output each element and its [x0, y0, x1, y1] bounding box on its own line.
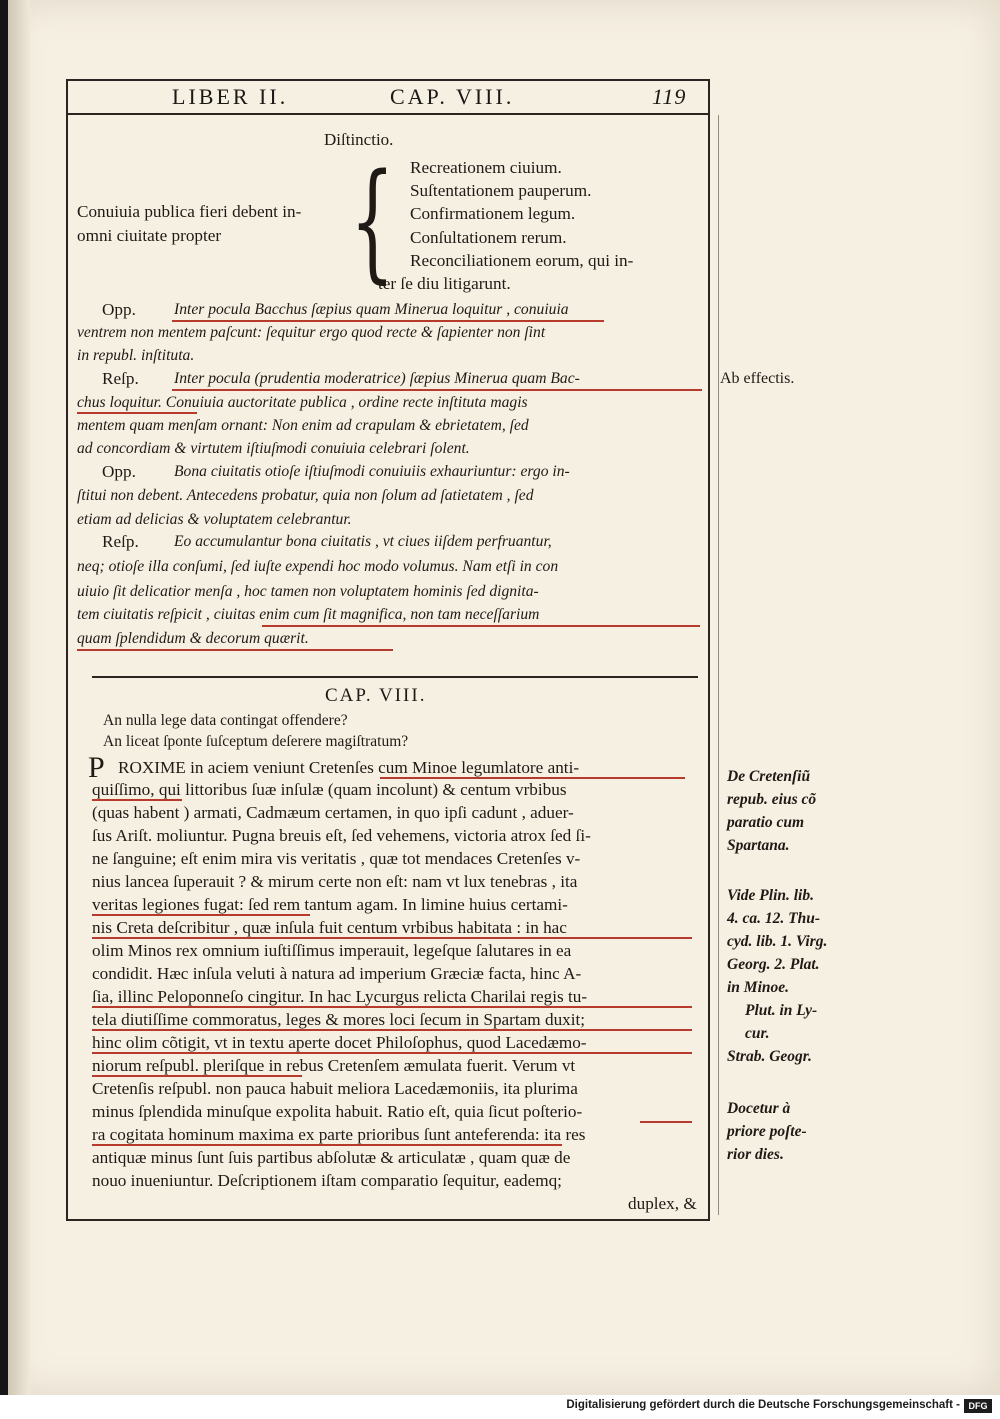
chapter-line: antiquæ minus ſunt ſuis partibus abſolutæ & articulatæ , quam quæ de [92, 1148, 571, 1167]
chapter-line: ſia, illinc Peloponneſo cingitur. In hac Lycurgus relicta Charilai regis tu- [92, 987, 588, 1006]
handwritten-underline [92, 1144, 562, 1146]
distinctio-brace: { [350, 147, 395, 296]
chapter-question: An nulla lege data contingat offendere? [103, 712, 348, 729]
footer-credit: Digitalisierung gefördert durch die Deutsche Forschungsgemeinschaft - [566, 1399, 960, 1411]
margin-note-ab-effectis: Ab effectis. [720, 370, 795, 387]
chapter-line: Cretenſis reſpubl. non pauca habuit meliora Lacedæmoniis, ita plurima [92, 1079, 578, 1098]
handwritten-underline [92, 1052, 692, 1054]
handwritten-underline [92, 1006, 692, 1008]
margin-note-line: paratio cum [727, 814, 805, 831]
disputation-label: Opp. [102, 300, 136, 319]
disputation-line: tem ciuitatis reſpicit , ciuitas enim cum ſit magnifica, non tam neceſſarium [77, 606, 540, 623]
disputation-line: ſtitui non debent. Antecedens probatur, quia non ſolum ad ſatietatem , ſed [77, 487, 534, 504]
page-number: 119 [652, 84, 687, 109]
margin-note-line: Georg. 2. Plat. [727, 956, 820, 973]
chapter-line: minus ſplendida minuſque expolita habuit. Ratio eſt, quia ſicut poſterio- [92, 1102, 583, 1121]
margin-note-line: in Minoe. [727, 979, 790, 996]
disputation-line: uiuio ſit delicatior menſa , hoc tamen non voluptatem hominis ſed dignita- [77, 583, 539, 600]
chapter-line: ROXIME in aciem veniunt Cretenſes cum Minoe legumlatore anti- [118, 758, 580, 777]
margin-note-line: priore poſte- [727, 1123, 807, 1140]
chapter-line: ſus Ariſt. moliuntur. Pugna breuis eſt, ſed vehemens, victoria atrox ſed ſi- [92, 826, 591, 845]
top-rule [66, 79, 710, 81]
distinctio-item: Recreationem ciuium. [410, 158, 562, 177]
disputation-line: Eo accumulantur bona ciuitatis , vt ciues iiſdem perfruantur, [174, 533, 552, 550]
header-rule [66, 113, 710, 115]
disputation-line: chus loquitur. Conuiuia auctoritate publica , ordine recte inſtituta magis [77, 394, 528, 411]
margin-note-line: Spartana. [727, 837, 790, 854]
chapter-line: hinc olim cõtigit, vt in textu aperte docet Philoſophus, quod Lacedæmo- [92, 1033, 587, 1052]
chapter-line: condidit. Hæc inſula veluti à natura ad imperium Græciæ facta, hinc A- [92, 964, 582, 983]
handwritten-underline [92, 1029, 692, 1031]
disputation-line: Inter pocula Bacchus ſæpius quam Minerua loquitur , conuiuia [174, 301, 569, 318]
margin-note-line: Plut. in Ly- [745, 1002, 818, 1019]
chapter-line: (quas habent ) armati, Cadmæum certamen, in quo ipſi cadunt , aduer- [92, 803, 574, 822]
distinctio-item: Conſultationem rerum. [410, 228, 567, 247]
handwritten-underline [92, 799, 182, 801]
disputation-line: etiam ad delicias & voluptatem celebrantur. [77, 511, 352, 528]
chapter-line: tela diutiſſime commoratus, leges & mores loci ſecum in Spartam duxit; [92, 1010, 586, 1029]
header-chapter: CAP. VIII. [390, 84, 515, 109]
disputation-line: Inter pocula (prudentia moderatrice) ſæpius Minerua quam Bac- [174, 370, 580, 387]
margin-note-line: Vide Plin. lib. [727, 887, 814, 904]
distinctio-item: Confirmationem legum. [410, 204, 576, 223]
chapter-line: veritas legiones fugat: ſed rem tantum agam. In limine huius certami- [92, 895, 568, 914]
header-liber: LIBER II. [172, 84, 289, 109]
distinctio-item: Reconciliationem eorum, qui in- [410, 251, 634, 270]
chapter-line: nouo inueniuntur. Deſcriptionem iſtam comparatio ſequitur, eademq; [92, 1171, 562, 1190]
chapter-question: An liceat ſponte ſuſceptum deſerere magiſtratum? [103, 733, 409, 750]
chapter-line: nis Creta deſcribitur , quæ inſula fuit centum vrbibus habitata : in hac [92, 918, 567, 937]
disputation-line: in republ. inſtituta. [77, 347, 195, 364]
handwritten-underline [380, 777, 685, 779]
disputation-line: neq; otioſe illa conſumi, ſed iuſte expendi hoc modo volumus. Nam etſi in con [77, 558, 559, 575]
margin-note-line: 4. ca. 12. Thu- [727, 910, 820, 927]
chapter-line: quiſſimo, qui littoribus ſuæ inſulæ (quam incolunt) & centum vrbibus [92, 780, 567, 799]
chapter-line: nius lancea ſuperauit ? & mirum certe non eſt: nam vt lux tenebras , ita [92, 872, 578, 891]
right-frame-rule [708, 79, 710, 1221]
bottom-rule [66, 1219, 710, 1221]
chapter-line: niorum reſpubl. pleriſque in rebus Cretenſem æmulata fuerit. Verum vt [92, 1056, 576, 1075]
margin-note-line: De Cretenſiũ [727, 768, 811, 785]
handwritten-underline [172, 389, 702, 391]
handwritten-underline [77, 649, 393, 651]
margin-note-line: repub. eius cõ [727, 791, 817, 808]
chapter-line: ra cogitata hominum maxima ex parte prioribus ſunt anteferenda: ita res [92, 1125, 586, 1144]
drop-cap: P [88, 751, 105, 784]
margin-note-line: cur. [745, 1025, 770, 1042]
chapter-divider-rule [92, 676, 698, 678]
margin-note-line: rior dies. [727, 1146, 784, 1163]
chapter-line: duplex, & [628, 1194, 697, 1213]
running-header [60, 84, 720, 112]
handwritten-underline [262, 625, 700, 627]
disputation-line: quam ſplendidum & decorum quærit. [77, 630, 309, 647]
digitization-footer [0, 1395, 1000, 1419]
margin-column-rule [718, 115, 719, 1215]
chapter-heading: CAP. VIII. [325, 685, 427, 706]
left-frame-rule [66, 79, 68, 1221]
distinctio-item: ter ſe diu litigarunt. [378, 274, 511, 293]
handwritten-underline [92, 914, 310, 916]
handwritten-underline [172, 320, 604, 322]
handwritten-underline [77, 412, 197, 414]
distinctio-left-line: Conuiuia publica fieri debent in- [77, 202, 302, 221]
disputation-line: ad concordiam & virtutem iſtiuſmodi conuiuia celebrari ſolent. [77, 440, 470, 457]
disputation-label: Opp. [102, 462, 136, 481]
distinctio-left-line: omni ciuitate propter [77, 226, 222, 245]
disputation-line: ventrem non mentem paſcunt: ſequitur ergo quod recte & ſapienter non ſint [77, 324, 546, 341]
distinctio-title: Diſtinctio. [324, 130, 394, 149]
disputation-line: Bona ciuitatis otioſe iſtiuſmodi conuiuiis exhauriuntur: ergo in- [174, 463, 570, 480]
dfg-logo: DFG [964, 1399, 992, 1413]
disputation-label: Reſp. [102, 532, 139, 551]
handwritten-underline [92, 937, 692, 939]
handwritten-underline [640, 1121, 692, 1123]
margin-note-line: Docetur à [727, 1100, 791, 1117]
margin-note-line: Strab. Geogr. [727, 1048, 812, 1065]
disputation-line: mentem quam menſam ornant: Non enim ad crapulam & ebrietatem, ſed [77, 417, 529, 434]
page-spine [8, 0, 30, 1395]
margin-note-line: cyd. lib. 1. Virg. [727, 933, 828, 950]
distinctio-item: Suſtentationem pauperum. [410, 181, 592, 200]
chapter-line: olim Minos rex omnium iuſtiſſimus imperauit, legeſque ſalutares in ea [92, 941, 572, 960]
chapter-line: ne ſanguine; eſt enim mira vis veritatis , quæ tot mendaces Cretenſes v- [92, 849, 581, 868]
disputation-label: Reſp. [102, 369, 139, 388]
handwritten-underline [92, 1075, 302, 1077]
